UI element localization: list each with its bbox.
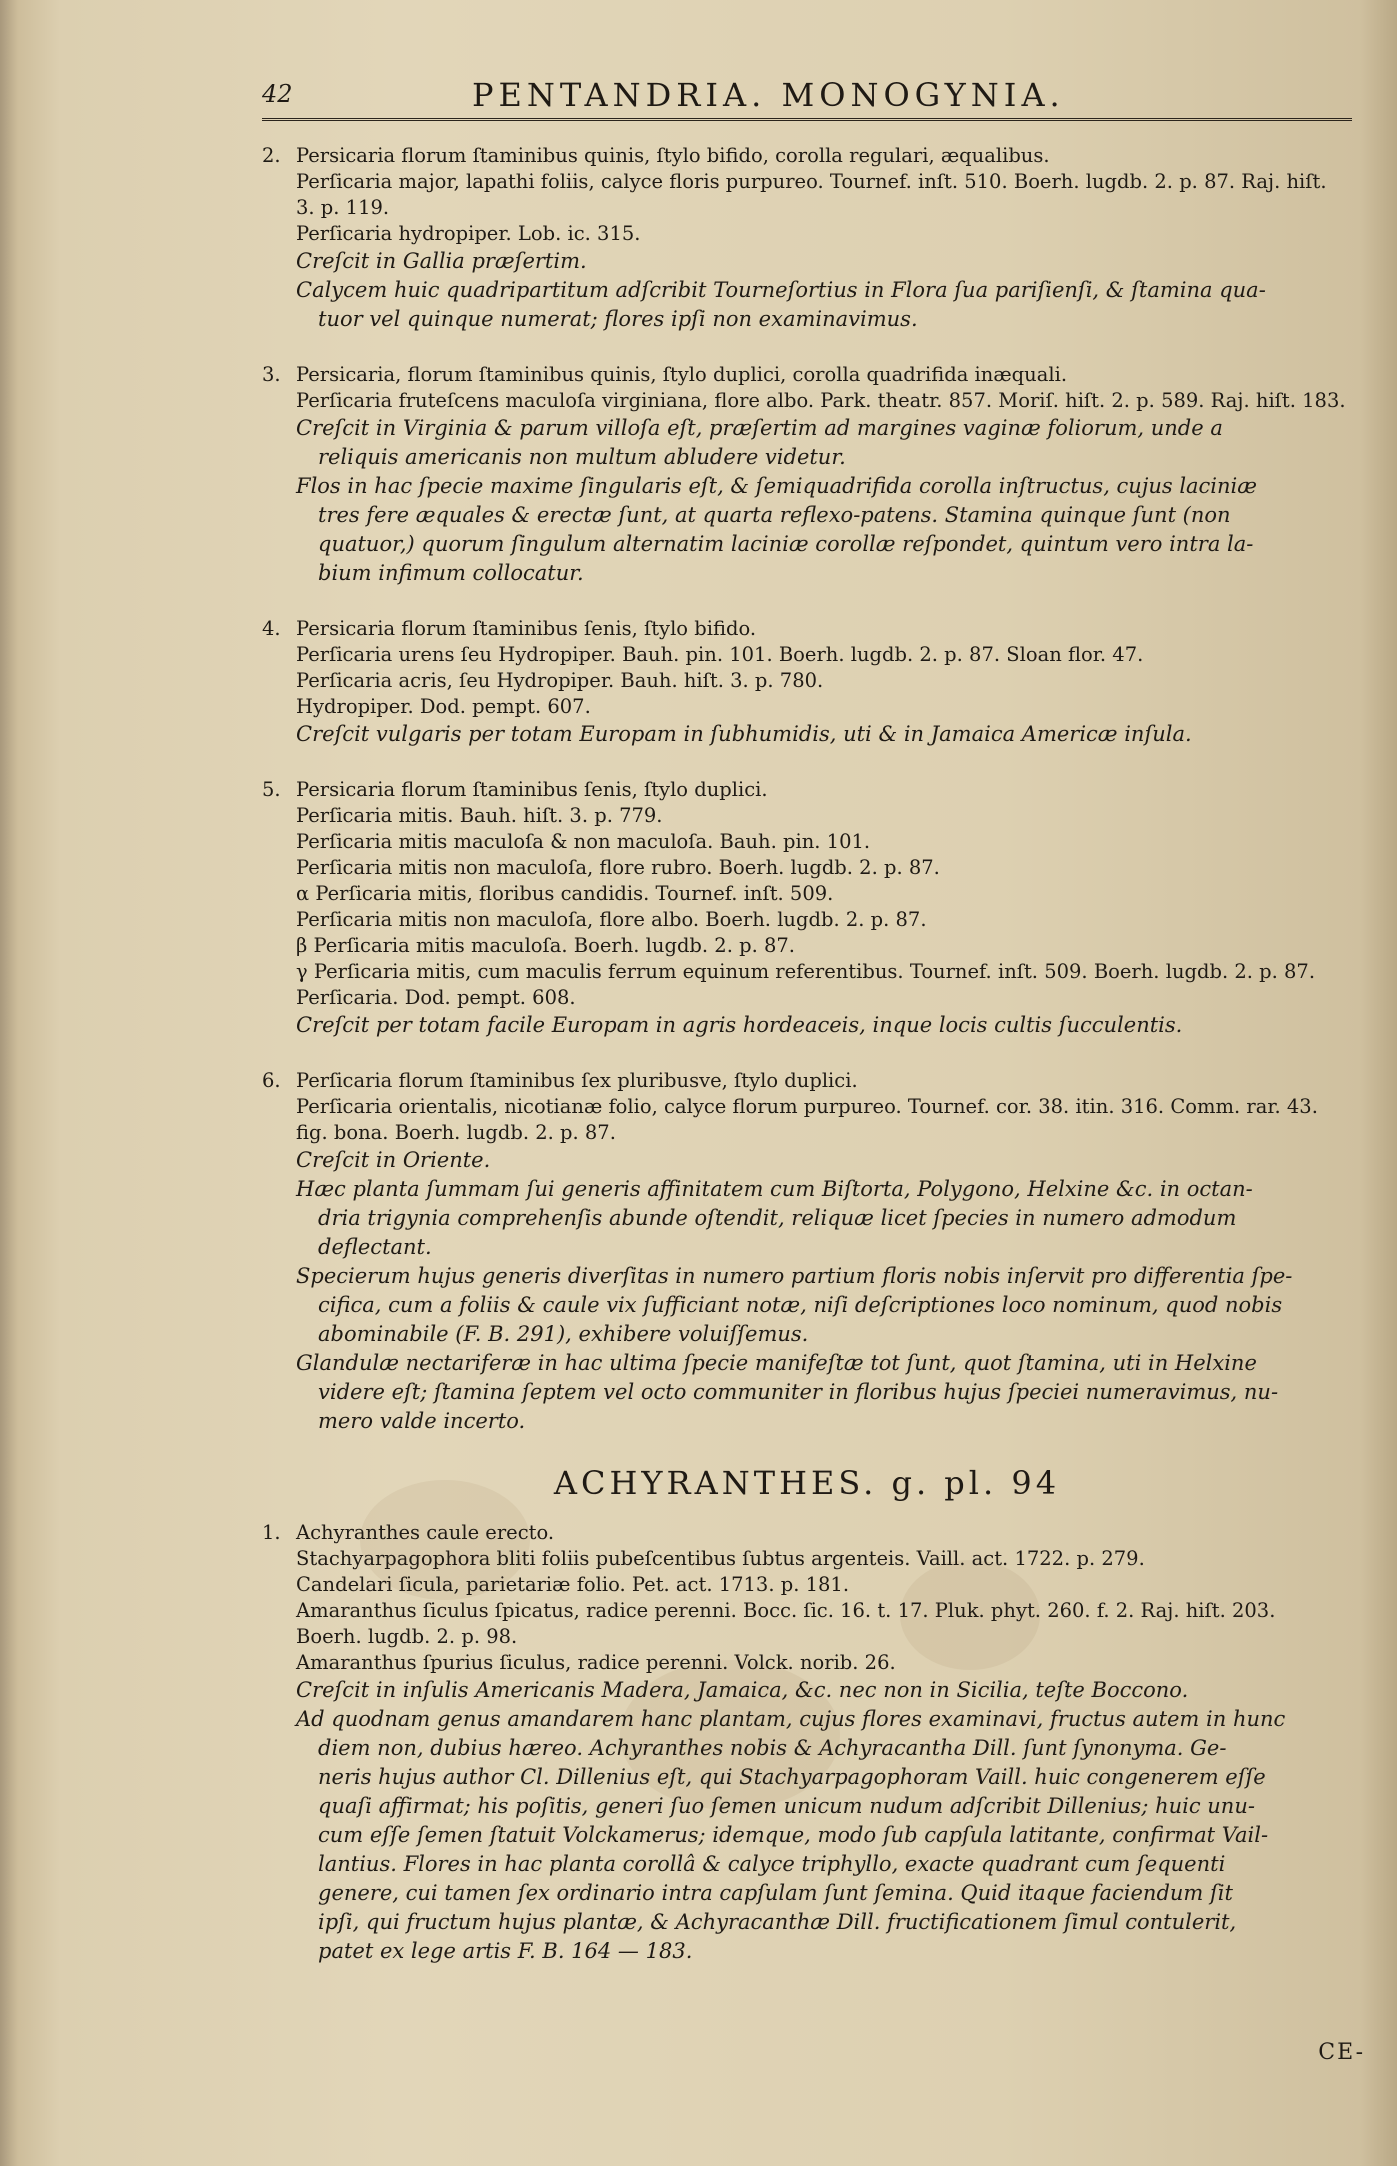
entry-number: 4. xyxy=(262,617,281,640)
synonym-line: Perſicaria mitis maculoſa & non maculoſa. Bauh. pin. 101. xyxy=(296,830,871,853)
variety-line: β Perſicaria mitis maculoſa. Boerh. lugdb. 2. p. 87. xyxy=(296,934,796,957)
diagnosis-line: Persicaria florum ſtaminibus ſenis, ſtylo duplici. xyxy=(296,778,768,801)
note-line: reliquis americanis non multum abludere videtur. xyxy=(318,445,846,469)
synonym-line: Perſicaria orientalis, nicotianæ folio, calyce florum purpureo. Tournef. cor. 38. itin. 316. Comm. rar. 43. xyxy=(296,1095,1318,1118)
note-line: tres fere æquales & erectæ ſunt, at quarta reflexo-patens. Stamina quinque ſunt (non xyxy=(318,503,1231,527)
species-entry-2 xyxy=(262,143,1352,334)
note-line: cifica, cum a foliis & caule vix ſufficiant notæ, niſi deſcriptiones loco nominum, quod nobis xyxy=(318,1293,1283,1317)
entry-number: 6. xyxy=(262,1069,281,1092)
diagnosis-line: Perſicaria florum ſtaminibus ſex pluribusve, ſtylo duplici. xyxy=(296,1069,858,1092)
catchword: CE- xyxy=(1318,2040,1365,2065)
note-line: Ad quodnam genus amandarem hanc plantam, cujus flores examinavi, fructus autem in hunc xyxy=(296,1707,1286,1731)
species-entry-achyranthes xyxy=(262,1520,1352,1966)
note-line: videre eſt; ſtamina ſeptem vel octo communiter in floribus hujus ſpeciei numeravimus, nu- xyxy=(318,1380,1279,1404)
note-line: diem non, dubius hæreo. Achyranthes nobis & Achyracantha Dill. ſunt ſynonyma. Ge- xyxy=(318,1736,1227,1760)
habitat-line: Creſcit in Virginia & parum villoſa eſt, præſertim ad margines vaginæ foliorum, unde a xyxy=(296,416,1223,440)
note-line: Specierum hujus generis diverſitas in numero partium floris nobis inſervit pro differentia ſpe- xyxy=(296,1264,1293,1288)
synonym-line: Amaranthus ſpurius ſiculus, radice perenni. Volck. norib. 26. xyxy=(296,1651,896,1674)
note-line: tuor vel quinque numerat; flores ipſi non examinavimus. xyxy=(318,307,918,331)
note-line: lantius. Flores in hac planta corollâ & calyce triphyllo, exacte quadrant cum ſequenti xyxy=(318,1852,1226,1876)
species-entry-5 xyxy=(262,777,1352,1040)
running-header xyxy=(262,72,1352,121)
habitat-line: Creſcit vulgaris per totam Europam in ſubhumidis, uti & in Jamaica Americæ inſula. xyxy=(296,722,1192,746)
note-line: quatuor,) quorum ſingulum alternatim laciniæ corollæ reſpondet, quintum vero intra la- xyxy=(318,532,1254,556)
species-entry-3 xyxy=(262,362,1352,588)
synonym-line: Perſicaria major, lapathi foliis, calyce floris purpureo. Tournef. inſt. 510. Boerh. lugdb. 2. p. 87. Raj. hiſt. xyxy=(296,170,1327,193)
entry-number: 5. xyxy=(262,778,281,801)
entry-number: 3. xyxy=(262,363,281,386)
diagnosis-line: Achyranthes caule erecto. xyxy=(296,1521,555,1544)
entry-number: 2. xyxy=(262,144,281,167)
synonym-line: Perſicaria mitis non maculoſa, flore rubro. Boerh. lugdb. 2. p. 87. xyxy=(296,856,940,879)
synonym-line: Boerh. lugdb. 2. p. 98. xyxy=(296,1625,518,1648)
synonym-line: Perſicaria hydropiper. Lob. ic. 315. xyxy=(296,222,641,245)
variety-line: α Perſicaria mitis, floribus candidis. Tournef. inſt. 509. xyxy=(296,882,834,905)
habitat-line: Creſcit in Oriente. xyxy=(296,1148,491,1172)
note-line: mero valde incerto. xyxy=(318,1409,526,1433)
diagnosis-line: Persicaria, florum ſtaminibus quinis, ſtylo duplici, corolla quadrifida inæquali. xyxy=(296,363,1068,386)
note-line: Calycem huic quadripartitum adſcribit Tourneſortius in Flora ſua pariſienſi, & ſtamina qua- xyxy=(296,278,1266,302)
species-entry-6 xyxy=(262,1068,1352,1436)
synonym-line: Amaranthus ſiculus ſpicatus, radice perenni. Bocc. ſic. 16. t. 17. Pluk. phyt. 260. f. 2. Raj. hiſt. 203. xyxy=(296,1599,1276,1622)
synonym-line: Hydropiper. Dod. pempt. 607. xyxy=(296,695,591,718)
synonym-line: Stachyarpagophora bliti foliis pubeſcentibus ſubtus argenteis. Vaill. act. 1722. p. 279. xyxy=(296,1547,1145,1570)
synonym-line: Perſicaria urens ſeu Hydropiper. Bauh. pin. 101. Boerh. lugdb. 2. p. 87. Sloan flor. 47. xyxy=(296,643,1144,666)
synonym-line: Perſicaria mitis non maculoſa, flore albo. Boerh. lugdb. 2. p. 87. xyxy=(296,908,927,931)
note-line: deflectant. xyxy=(318,1235,432,1259)
synonym-line: 3. p. 119. xyxy=(296,196,390,219)
note-line: quaſi affirmat; his poſitis, generi ſuo ſemen unicum nudum adſcribit Dillenius; huic unu- xyxy=(318,1794,1255,1818)
synonym-line: Candelari ſicula, parietariæ folio. Pet. act. 1713. p. 181. xyxy=(296,1573,850,1596)
diagnosis-line: Persicaria florum ſtaminibus quinis, ſtylo bifido, corolla regulari, æqualibus. xyxy=(296,144,1050,167)
note-line: genere, cui tamen ſex ordinario intra capſulam ſunt ſemina. Quid itaque faciendum ſit xyxy=(318,1881,1233,1905)
page-number: 42 xyxy=(262,80,293,108)
note-line: abominabile (F. B. 291), exhibere voluiſſemus. xyxy=(318,1322,809,1346)
synonym-line: Perſicaria mitis. Bauh. hiſt. 3. p. 779. xyxy=(296,804,663,827)
running-title: PENTANDRIA. MONOGYNIA. xyxy=(472,76,1065,114)
note-line: Hæc planta ſummam ſui generis affinitatem cum Biſtorta, Polygono, Helxine &c. in octan- xyxy=(296,1177,1253,1201)
note-line: ipſi, qui fructum hujus plantæ, & Achyracanthæ Dill. fructificationem ſimul contulerit, xyxy=(318,1910,1237,1934)
genus-heading: ACHYRANTHES. g. pl. 94 xyxy=(553,1464,1061,1502)
diagnosis-line: Persicaria florum ſtaminibus ſenis, ſtylo bifido. xyxy=(296,617,757,640)
synonym-line: Perſicaria acris, ſeu Hydropiper. Bauh. hiſt. 3. p. 780. xyxy=(296,669,824,692)
entry-number: 1. xyxy=(262,1521,281,1544)
note-line: Flos in hac ſpecie maxime ſingularis eſt, & ſemiquadrifida corolla inſtructus, cujus laciniæ xyxy=(296,474,1258,498)
note-line: bium infimum collocatur. xyxy=(318,561,584,585)
synonym-line: Perſicaria fruteſcens maculoſa virginiana, flore albo. Park. theatr. 857. Moriſ. hiſt. 2. p. 589. Raj. hiſt. 183. xyxy=(296,389,1346,412)
species-entry-4 xyxy=(262,616,1352,749)
note-line: cum eſſe ſemen ſtatuit Volckamerus; idemque, modo ſub capſula latitante, confirmat Vail- xyxy=(318,1823,1269,1847)
synonym-line: fig. bona. Boerh. lugdb. 2. p. 87. xyxy=(296,1121,616,1144)
habitat-line: Creſcit in Gallia præſertim. xyxy=(296,249,587,273)
page-content xyxy=(262,72,1352,1994)
note-line: neris hujus author Cl. Dillenius eſt, qui Stachyarpagophoram Vaill. huic congenerem eſſe xyxy=(318,1765,1266,1789)
note-line: dria trigynia comprehenſis abunde oſtendit, reliquæ licet ſpecies in numero admodum xyxy=(318,1206,1237,1230)
synonym-line: Perſicaria. Dod. pempt. 608. xyxy=(296,986,576,1009)
note-line: Glandulæ nectariferæ in hac ultima ſpecie manifeſtæ tot ſunt, quot ſtamina, uti in Helxine xyxy=(296,1351,1257,1375)
note-line: patet ex lege artis F. B. 164 — 183. xyxy=(318,1939,693,1963)
habitat-line: Creſcit in inſulis Americanis Madera, Jamaica, &c. nec non in Sicilia, teſte Boccono. xyxy=(296,1678,1189,1702)
variety-line: γ Perſicaria mitis, cum maculis ferrum equinum referentibus. Tournef. inſt. 509. Boerh. lugdb. 2. p. 87. xyxy=(296,960,1316,983)
habitat-line: Creſcit per totam facile Europam in agris hordeaceis, inque locis cultis ſucculentis. xyxy=(296,1013,1183,1037)
